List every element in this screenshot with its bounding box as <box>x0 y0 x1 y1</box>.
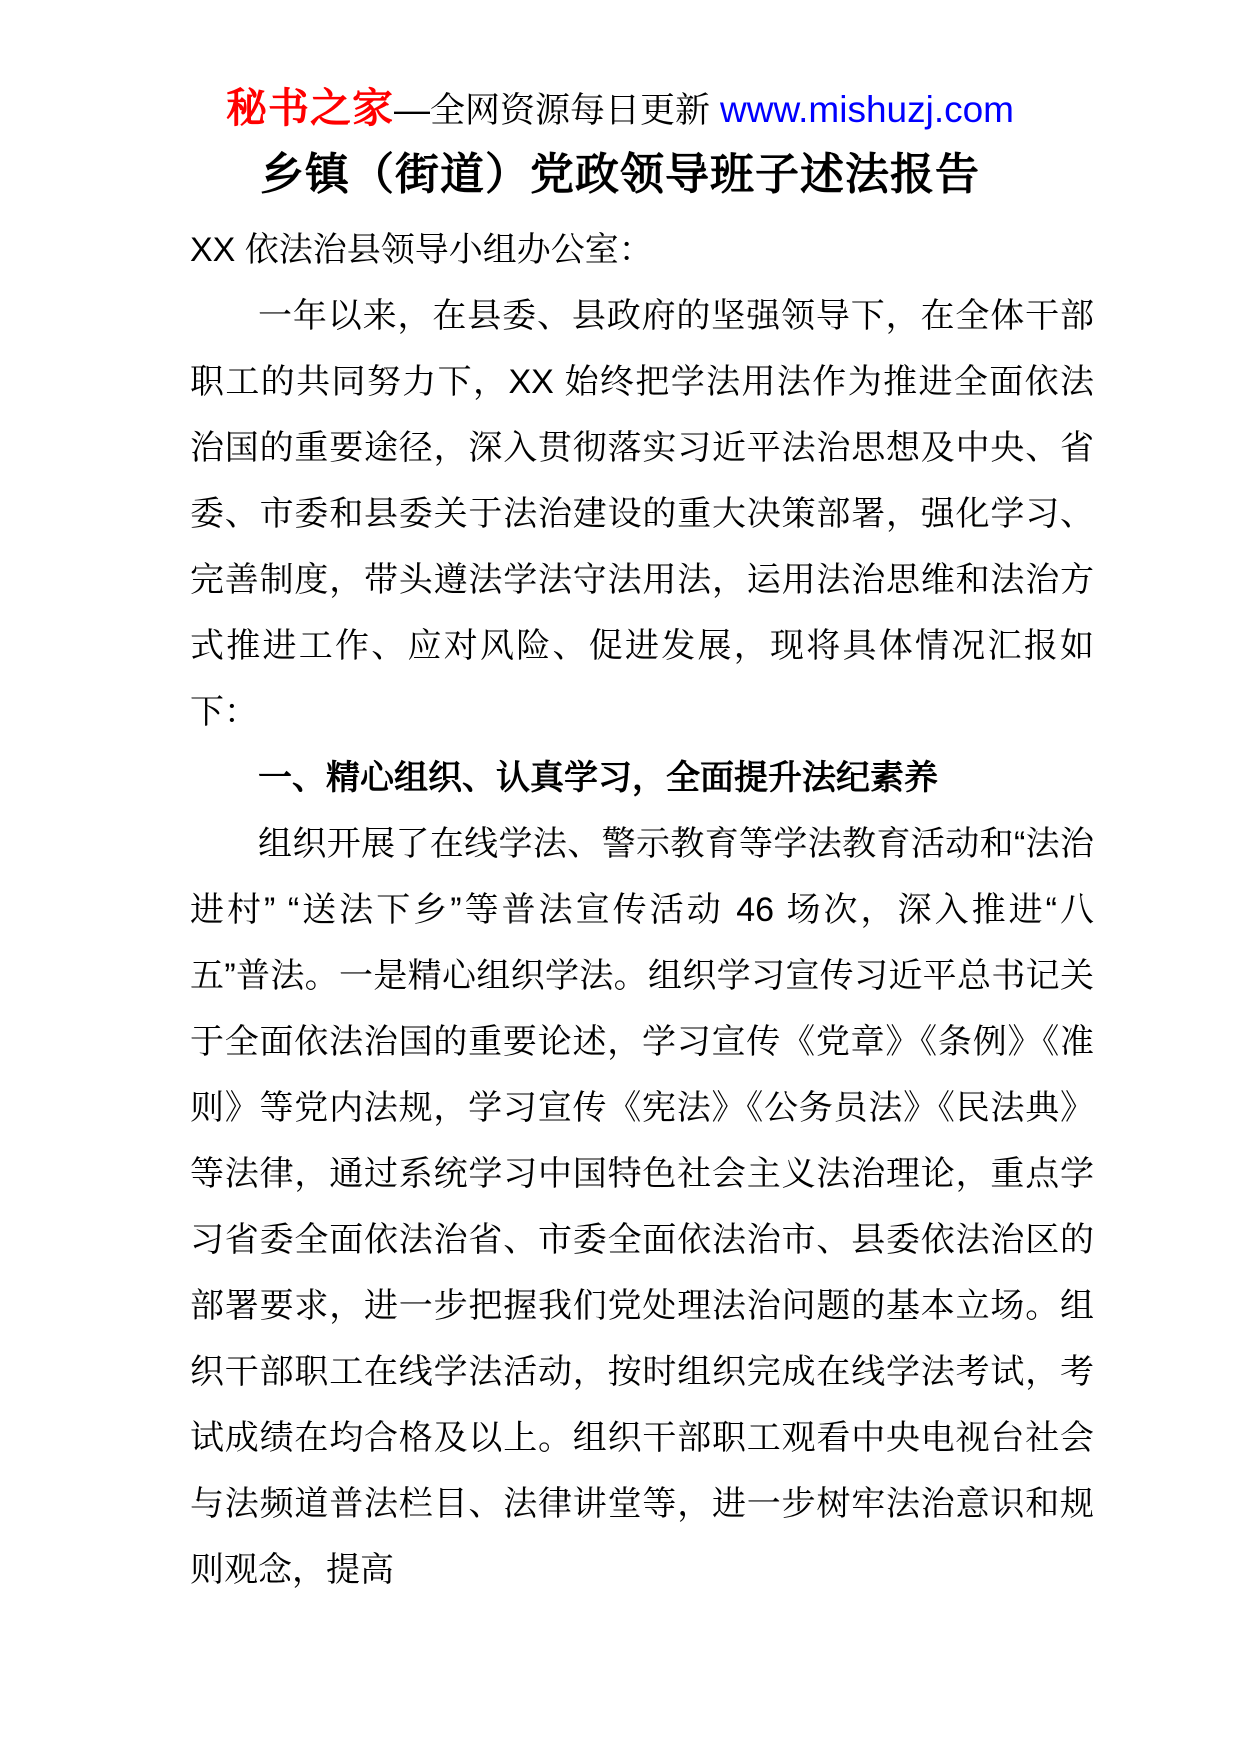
paragraph-intro: 一年以来，在县委、县政府的坚强领导下，在全体干部职工的共同努力下，XX 始终把学法用法作为推进全面依法治国的重要途径，深入贯彻落实习近平法治思想及中央、省委、市委和县委关于法治建设的重大决策部署，强化学习、完善制度，带头遵法学法守法用法，运用法治思维和法治方式推进工作、应对风险、促进发展，现将具体情况汇报如下： <box>190 297 1094 731</box>
header-tagline: 全网资源每日更新 <box>429 91 710 130</box>
site-brand: 秘书之家 <box>225 85 394 131</box>
header-dash: — <box>393 89 430 130</box>
paragraph-section-1: 组织开展了在线学法、警示教育等学法教育活动和“法治进村” “送法下乡”等普法宣传活动 46 场次，深入推进“八五”普法。一是精心组织学法。组织学习宣传习近平总书记关于全面依法治国的重要论述，学习宣传《党章》《条例》《准则》等党内法规，学习宣传《宪法》《公务员法》《民法典》等法律，通过系统学习中国特色社会主义法治理论，重点学习省委全面依法治省、市委全面依法治市、县委依法治区的部署要求，进一步把握我们党处理法治问题的基本立场。组织干部职工在线学法活动，按时组织完成在线学法考试，考试成绩在均合格及以上。组织干部职工观看中央电视台社会与法频道普法栏目、法律讲堂等，进一步树牢法治意识和规则观念，提高 <box>190 825 1094 1589</box>
salutation-line: XX 依法治县领导小组办公室： <box>190 231 653 269</box>
site-url-link[interactable]: www.mishuzj.com <box>720 89 1014 130</box>
section-heading-1: 一、精心组织、认真学习，全面提升法纪素养 <box>258 759 938 797</box>
document-title: 乡镇（街道）党政领导班子述法报告 <box>260 150 980 199</box>
document-body <box>190 217 1094 1603</box>
site-header <box>0 84 1240 135</box>
